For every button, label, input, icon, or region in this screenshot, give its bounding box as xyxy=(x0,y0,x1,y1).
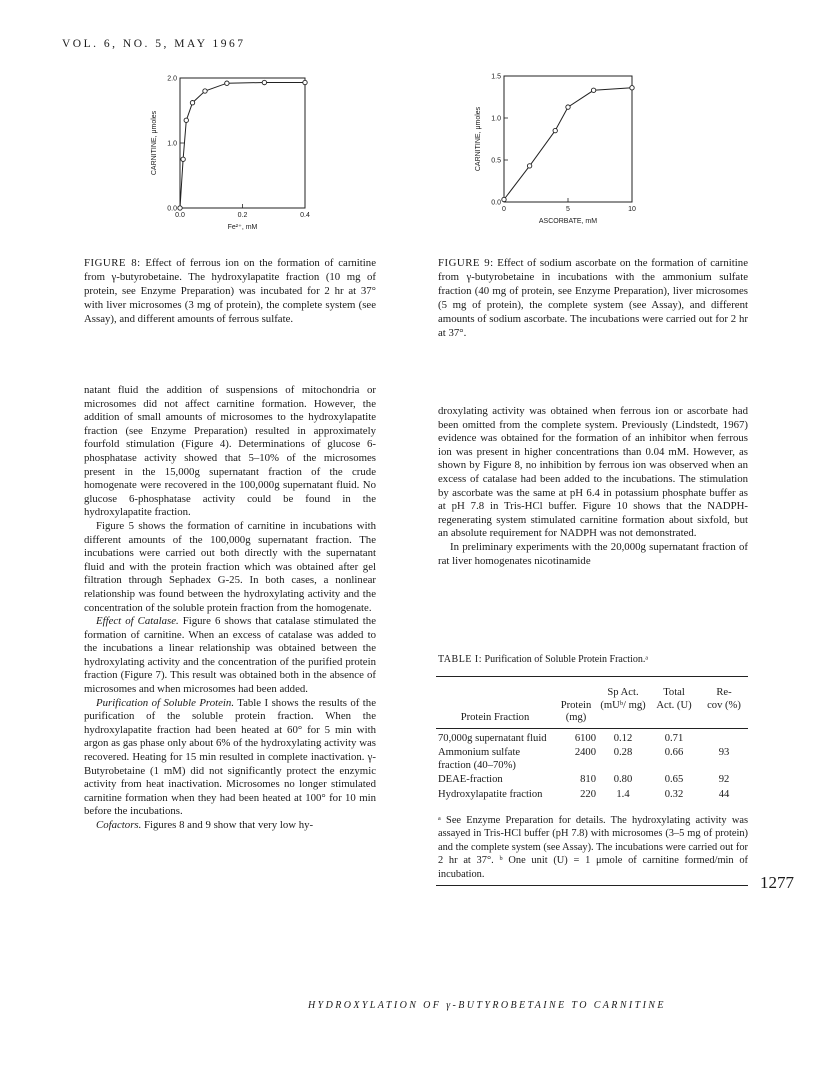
x-axis-label: ASCORBATE, mM xyxy=(538,218,598,225)
section-heading-purification: Purification of Soluble Protein. xyxy=(96,696,235,709)
section-heading-cofactors: Cofactors. xyxy=(96,819,142,831)
table-header-cell xyxy=(554,677,598,700)
table-header-cell: Sp Act. xyxy=(598,677,648,700)
table-cell: 92 xyxy=(718,774,730,785)
table-cell: 220 xyxy=(580,788,596,800)
figure-8-caption-text: Effect of ferrous ion on the formation of carnitine from γ-butyrobetaine. The hydroxylapatite fraction (10 mg of protein, see Enzyme Preparation) was incubated for 2 hr at 37° with liver microsomes (3 mg of protein), the complete system (see Assay), and different amounts of ferrous sulfate. xyxy=(84,257,376,325)
table-1-title xyxy=(438,654,648,665)
data-point xyxy=(203,89,207,93)
y-tick-label: 0.5 xyxy=(491,157,501,165)
table-cell xyxy=(700,728,748,746)
y-tick-label: 0.0 xyxy=(491,199,501,207)
data-point xyxy=(553,128,557,132)
series-line xyxy=(180,83,305,209)
y-tick-label: 0.0 xyxy=(167,205,177,213)
y-tick-label: 1.5 xyxy=(491,73,501,81)
figure-9-chart xyxy=(462,62,647,237)
table-header-cell: Re- xyxy=(700,677,748,700)
catalase-paragraph xyxy=(84,615,376,697)
section-heading-catalase: Effect of Catalase. xyxy=(96,615,179,628)
paragraph: Figure 5 shows the formation of carnitine in incubations with different amounts of the 100,000g supernatant fraction. The incubations were carried out both directly with the supernatant fluid and with the protein fraction which was obtained after gel filtration through Sephadex G-25. In both cases, a nonlinear relationship was found between the hydroxylating activity and the concentration of the soluble protein fraction from the homogenate. xyxy=(84,519,376,614)
purification-paragraph xyxy=(84,697,376,819)
table-header-cell: (mUᵇ/ mg) xyxy=(598,700,648,729)
table-cell: 44 xyxy=(718,788,730,800)
data-point xyxy=(184,118,188,122)
table-row xyxy=(436,728,748,746)
table-cell: 2400 xyxy=(574,747,596,758)
table-1-footnote: ᵃ See Enzyme Preparation for details. The hydroxylating activity was assayed in Tris-HCl buffer (pH 7.8) with microsomes (3–5 mg of protein) and the complete system (see Assay). The incubations were carried out for 2 hr at 37°. ᵇ One unit (U) = 1 μmole of carnitine formed/min of incubation. xyxy=(438,815,748,880)
table-cell: 1.4 xyxy=(616,788,630,800)
table-1 xyxy=(436,676,748,802)
table-cell: 0.65 xyxy=(664,774,684,785)
plot-frame xyxy=(504,76,632,202)
figure-8-caption-label: FIGURE 8: xyxy=(84,257,141,269)
footnote-divider xyxy=(436,885,748,886)
y-tick-label: 1.0 xyxy=(491,115,501,123)
table-row xyxy=(436,788,748,803)
paragraph: droxylating activity was obtained when ferrous ion or ascorbate had been omitted from the complete system. Previously (Lindstedt, 1967) evidence was obtained for the formation of an inhibitor when ferrous ion was present in higher concentrations than 0.04 mM. However, as shown by Figure 8, no inhibition by ferrous ion was observed when an excess of catalase had been added to the incubations. The stimulation by ascorbate was the same at pH 6.4 in potassium phosphate buffer as at pH 7.8 in Tris-HCl buffer. Figure 10 shows that the NADPH-regenerating system stimulated carnitine formation about sixfold, but an absolute requirement for NADPH was not demonstrated. xyxy=(438,405,748,540)
table-cell: 810 xyxy=(580,774,596,785)
table-1-label: TABLE I: xyxy=(438,654,483,665)
table-header-row xyxy=(436,700,748,729)
data-point xyxy=(527,164,531,168)
table-cell: Ammonium sulfate fraction (40–70%) xyxy=(438,747,521,771)
x-tick-label: 5 xyxy=(566,206,570,213)
table-header-cell: Total xyxy=(648,677,700,700)
page-number: 1277 xyxy=(760,873,794,892)
data-point xyxy=(181,157,185,161)
data-point xyxy=(630,86,634,90)
table-cell: 6100 xyxy=(574,732,596,744)
x-tick-label: 0.2 xyxy=(237,212,248,219)
data-point xyxy=(262,80,266,84)
table-cell: 0.80 xyxy=(613,774,633,785)
table-header-cell xyxy=(436,677,554,700)
table-row xyxy=(436,773,748,788)
data-point xyxy=(502,197,506,201)
table-cell: DEAE-fraction xyxy=(438,774,503,785)
x-axis-label: Fe²⁺, mM xyxy=(227,224,258,231)
catalase-text: Figure 6 shows that catalase stimulated the formation of carnitine. When an excess of catalase was added to the incubations a linear relationship was obtained between the hydroxylating activity and the concentration of the purified protein fraction (Figure 7). This result was obtained both in the absence of microsomes and when microsomes had been added. xyxy=(84,615,376,696)
table-cell: 0.12 xyxy=(613,732,633,744)
table-header-row xyxy=(436,677,748,700)
x-tick-label: 0 xyxy=(502,206,506,213)
table-cell: 0.71 xyxy=(664,732,684,744)
cofactors-paragraph xyxy=(84,819,376,833)
table-cell: 93 xyxy=(718,747,730,758)
left-column xyxy=(84,384,376,833)
figure-9-caption-text: Effect of sodium ascorbate on the formation of carnitine from γ-butyrobetaine in incubations with the ammonium sulfate fraction (40 mg of protein, see Enzyme Preparation), liver microsomes (5 mg of protein), the complete system (see Assay), and different amounts of sodium ascorbate. The incubations were carried out for 2 hr at 37°. xyxy=(438,257,748,339)
figure-8-svg xyxy=(135,68,320,243)
journal-header: VOL. 6, NO. 5, MAY 1967 xyxy=(62,38,246,50)
figure-8-chart xyxy=(135,68,320,243)
paragraph: In preliminary experiments with the 20,000g supernatant fraction of rat liver homogenates nicotinamide xyxy=(438,540,748,567)
table-header-cell: Act. (U) xyxy=(648,700,700,729)
figure-9-caption-label: FIGURE 9: xyxy=(438,257,494,269)
data-point xyxy=(566,105,570,109)
table-header-cell: cov (%) xyxy=(700,700,748,729)
y-tick-label: 1.0 xyxy=(167,140,177,148)
table-header-cell: Protein Fraction xyxy=(436,700,554,729)
running-footer: HYDROXYLATION OF γ-BUTYROBETAINE TO CARNITINE xyxy=(308,1000,666,1011)
table-row xyxy=(436,746,748,773)
data-point xyxy=(303,80,307,84)
data-point xyxy=(178,206,182,210)
data-point xyxy=(190,101,194,105)
y-axis-label: CARNITINE, μmoles xyxy=(475,106,482,172)
figure-9-svg xyxy=(462,62,647,237)
table-cell: 0.32 xyxy=(664,788,684,800)
figure-9-caption xyxy=(438,256,748,340)
table-cell: 70,000g supernatant fluid xyxy=(438,732,547,744)
data-point xyxy=(591,88,595,92)
purification-text: Table I shows the results of the purification of the soluble protein fraction. When the hydroxylapatite fraction had been heated at 60° for 5 min with argon as gas phase only about 6% of the hydroxylating activity was recovered. Heating for 15 min resulted in complete inactivation. γ-Butyrobetaine (1 mM) did not significantly protect the enzymic activity from heat inactivation. Microsomes no longer stimulated carnitine formation when they had been heated at 100° for 10 min before the incubations. xyxy=(84,696,376,818)
y-axis-label: CARNITINE, μmoles xyxy=(151,110,158,176)
table-cell: Hydroxylapatite fraction xyxy=(438,788,543,800)
x-tick-label: 10 xyxy=(628,206,636,213)
figure-8-caption xyxy=(84,256,376,326)
table-cell: 0.66 xyxy=(664,747,684,758)
y-tick-label: 2.0 xyxy=(167,75,177,83)
table-1-title-text: Purification of Soluble Protein Fraction.ᵃ xyxy=(482,654,649,665)
x-tick-label: 0.4 xyxy=(300,212,310,219)
table-cell: 0.28 xyxy=(613,747,633,758)
table-header-cell: Protein (mg) xyxy=(554,700,598,729)
right-column xyxy=(438,405,748,568)
cofactors-text: Figures 8 and 9 show that very low hy- xyxy=(141,819,314,831)
paragraph: natant fluid the addition of suspensions of mitochondria or microsomes did not affect carnitine formation. However, the addition of small amounts of microsomes to the hydroxylapatite fraction (see Enzyme Preparation) resulted in approximately fourfold stimulation (Figure 4). Determinations of glucose 6-phosphatase activity showed that 5–10% of the microsomes present in the 15,000g supernatant fraction of the crude homogenate were recovered in the 100,000g supernatant fluid. No glucose 6-phosphatase activity could be found in the hydroxylapatite fraction. xyxy=(84,384,376,519)
x-tick-label: 0.0 xyxy=(175,212,185,219)
data-point xyxy=(225,81,229,85)
